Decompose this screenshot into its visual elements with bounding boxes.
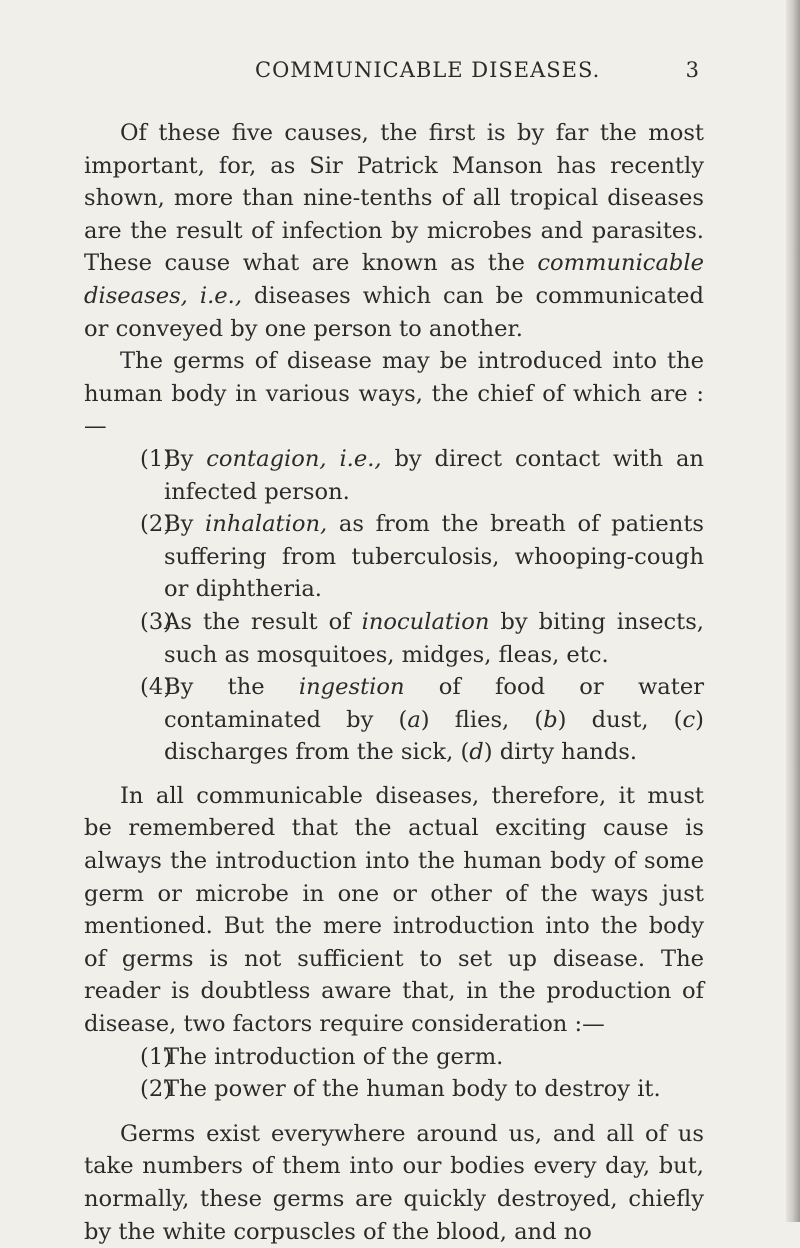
list-item: (2) By inhalation, as from the breath of patients suffering from tuberculosis, whooping-cough or diphtheria.	[84, 508, 704, 606]
transmission-list	[84, 443, 704, 769]
item-number: (2)	[140, 1076, 173, 1103]
item-number: (1)	[140, 445, 173, 472]
paragraph-2: The germs of disease may be introduced into the human body in various ways, the chief of which are :—	[84, 348, 704, 440]
list-item: (3) As the result of inoculation by biting insects, such as mosquitoes, midges, fleas, etc.	[84, 606, 704, 671]
body-text	[84, 117, 704, 1248]
item-number: (1)	[140, 1043, 173, 1070]
item-number: (4)	[140, 674, 173, 701]
paragraph-1: Of these five causes, the first is by far the most important, for, as Sir Patrick Manson has recently shown, more than nine-tenths of all tropical diseases are the result of infection by microbes and parasites. These cause what are known as the communicable diseases, i.e., diseases which can be communicated or conveyed by one person to another.	[84, 120, 704, 342]
list-item: (1) The introduction of the germ.	[84, 1041, 704, 1074]
list-item: (4) By the ingestion of food or water contaminated by (a) flies, (b) dust, (c) discharges from the sick, (d) dirty hands.	[84, 671, 704, 769]
emphasis: communicable diseases, i.e.,	[84, 250, 704, 309]
paragraph-4: Germs exist everywhere around us, and all of us take numbers of them into our bodies every day, but, normally, these germs are quickly destroyed, chiefly by the white corpuscles of the blood, and no	[84, 1120, 704, 1245]
paragraph-3: In all communicable diseases, therefore, it must be remembered that the actual exciting cause is always the introduction into the human body of some germ or microbe in one or other of the ways just mentioned. But the mere introduction into the body of germs is not sufficient to set up disease. The reader is doubtless aware that, in the production of disease, two factors require consideration :—	[84, 782, 704, 1038]
list-item: (1) By contagion, i.e., by direct contact with an infected person.	[84, 443, 704, 508]
running-header	[80, 58, 700, 90]
running-title: COMMUNICABLE DISEASES.	[255, 58, 601, 82]
page-number: 3	[685, 58, 700, 82]
page-edge	[786, 0, 800, 1222]
item-number: (3)	[140, 608, 173, 635]
factors-list	[84, 1041, 704, 1106]
list-item: (2) The power of the human body to destroy it.	[84, 1073, 704, 1106]
item-number: (2)	[140, 511, 173, 538]
